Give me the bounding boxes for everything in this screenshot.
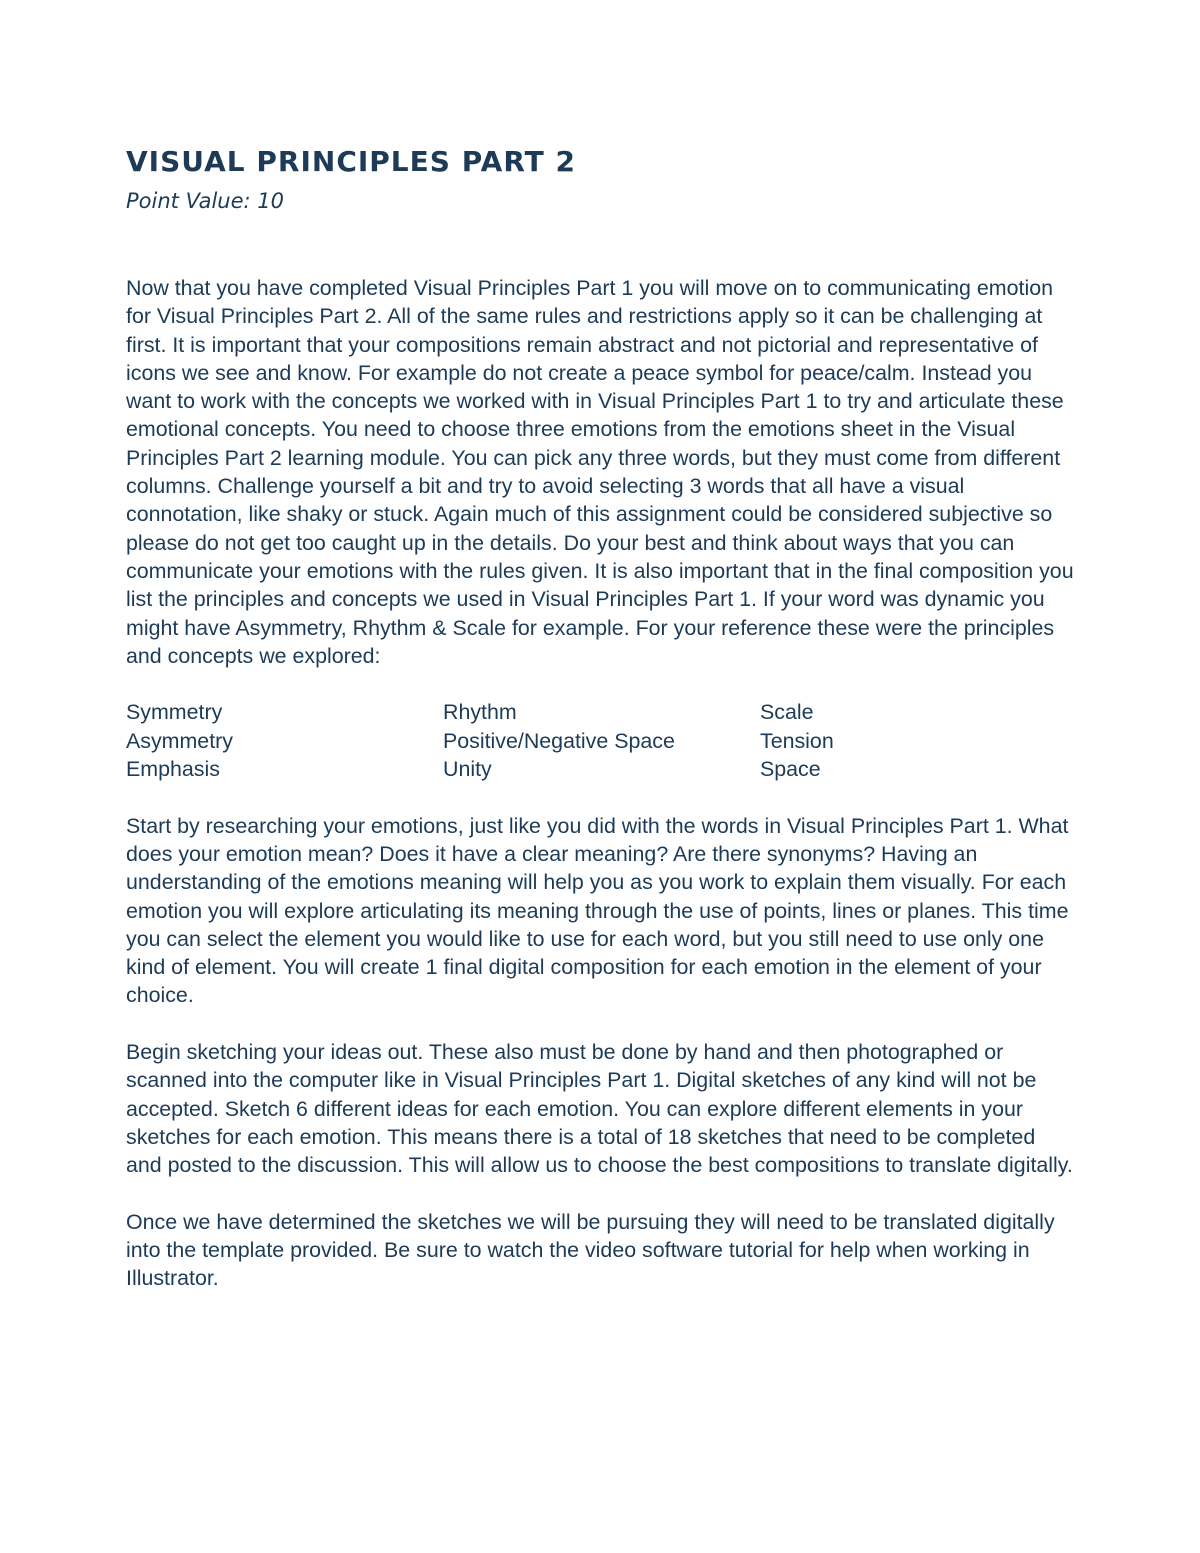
translation-paragraph: Once we have determined the sketches we will be pursuing they will need to be translated digitally into the template provided. Be sure to watch the video software tutorial for help when working in Illustrator. [126,1209,1055,1291]
research-paragraph: Start by researching your emotions, just like you did with the words in Visual Principles Part 1. What does your emotion mean? Does it have a clear meaning? Are there synonyms? Having an understanding of the emotions meaning will help you as you work to explain them visually. For each emotion you will explore articulating its meaning through the use of points, lines or planes. This time you can select the element you would like to use for each word, but you still need to use only one kind of element. You will create 1 final digital composition for each emotion in the element of your choice. [126,813,1069,1008]
principle-item: Unity [443,757,492,782]
principle-item: Rhythm [443,700,517,725]
point-value: Point Value: 10 [126,189,284,213]
sketching-paragraph: Begin sketching your ideas out. These also must be done by hand and then photographed or scanned into the computer like in Visual Principles Part 1. Digital sketches of any kind will not be accepted. Sketch 6 different ideas for each emotion. You can explore different elements in your sketches for each emotion. This means there is a total of 18 sketches that need to be completed and posted to the discussion. This will allow us to choose the best compositions to translate digitally. [126,1040,1073,1178]
principle-item: Asymmetry [126,728,233,753]
principle-item: Space [760,757,821,782]
principle-item: Symmetry [126,700,223,725]
principle-item: Positive/Negative Space [443,728,675,753]
principle-item: Tension [760,728,834,753]
page-title: VISUAL PRINCIPLES PART 2 [126,145,576,178]
document-page [126,144,1076,1293]
principles-list [126,698,1076,783]
intro-paragraph: Now that you have completed Visual Principles Part 1 you will move on to communicating emotion for Visual Principles Part 2. All of the same rules and restrictions apply so it can be challenging at first. It is important that your compositions remain abstract and not pictorial and representative of icons we see and know. For example do not create a peace symbol for peace/calm. Instead you want to work with the concepts we worked with in Visual Principles Part 1 to try and articulate these emotional concepts. You need to choose three emotions from the emotions sheet in the Visual Principles Part 2 learning module. You can pick any three words, but they must come from different columns. Challenge yourself a bit and try to avoid selecting 3 words that all have a visual connotation, like shaky or stuck. Again much of this assignment could be considered subjective so please do not get too caught up in the details. Do your best and think about ways that you can communicate your emotions with the rules given. It is also important that in the final composition you list the principles and concepts we used in Visual Principles Part 1. If your word was dynamic you might have Asymmetry, Rhythm & Scale for example. For your reference these were the principles and concepts we explored: [126,276,1074,668]
principle-item: Scale [760,700,814,725]
principle-item: Emphasis [126,757,220,782]
